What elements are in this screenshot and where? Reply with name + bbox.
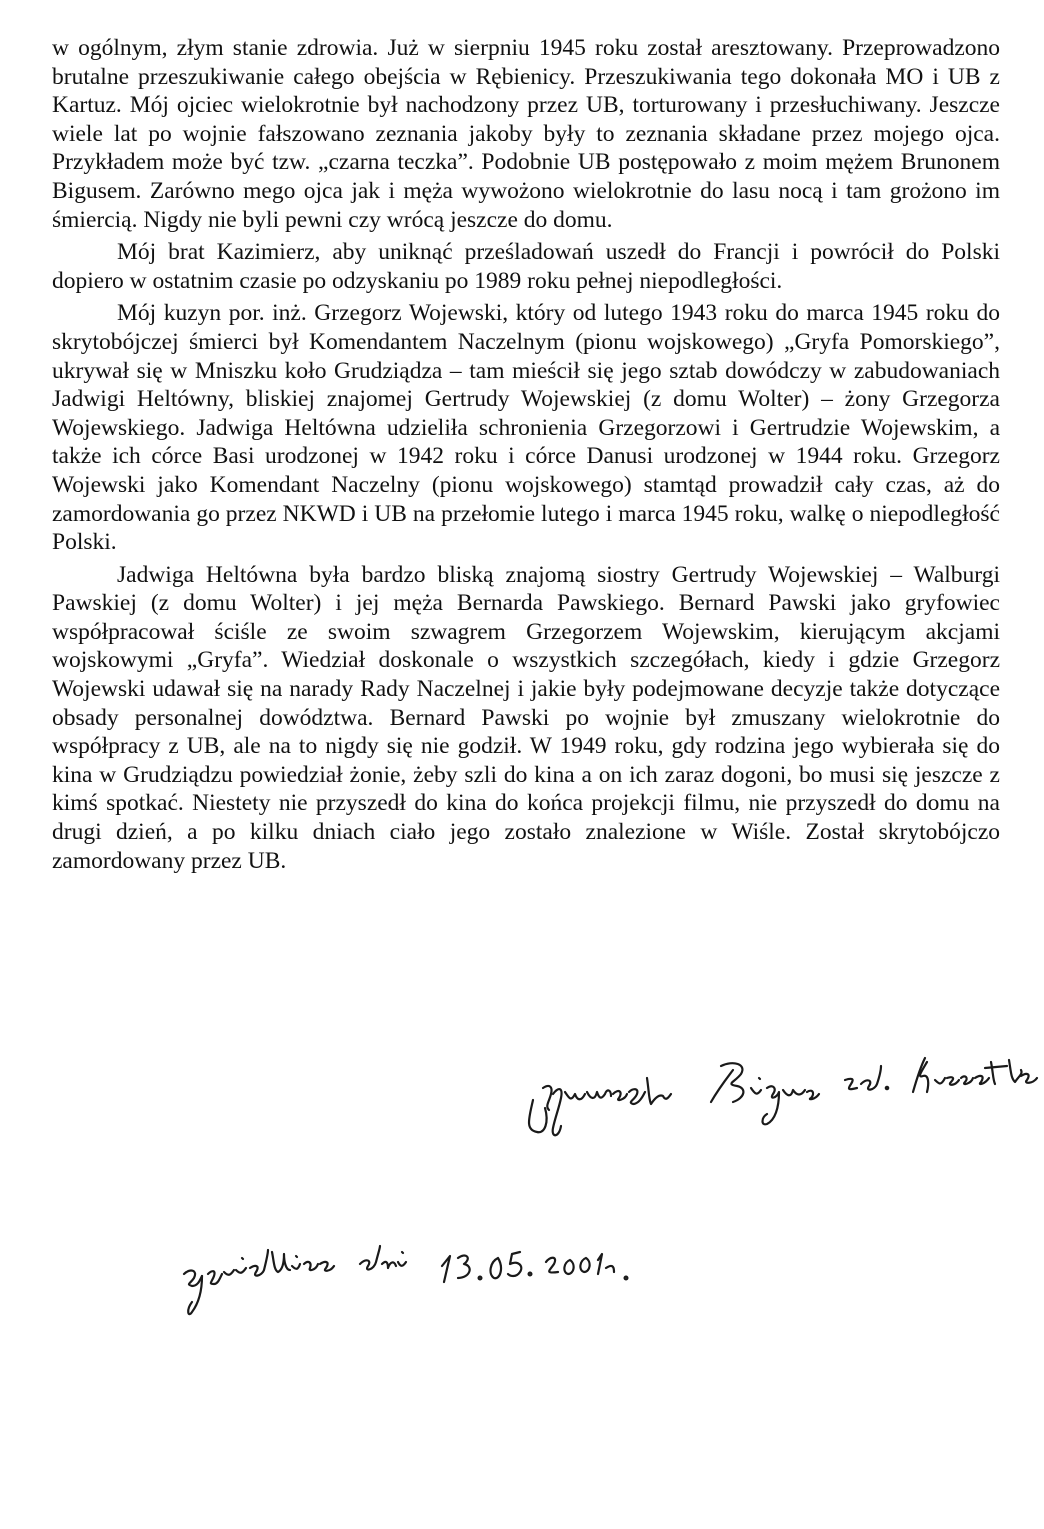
document-body — [52, 34, 1000, 879]
handwritten-date — [180, 1240, 680, 1340]
handwritten-signature — [515, 1048, 1044, 1158]
date-drawing — [180, 1240, 680, 1340]
paragraph-brother: Mój brat Kazimierz, aby uniknąć prześladowań uszedł do Francji i powrócił do Polski dopiero w ostatnim czasie po odzyskaniu po 1989 roku pełnej niepodległości. — [52, 239, 1000, 294]
paragraph-cousin: Mój kuzyn por. inż. Grzegorz Wojewski, który od lutego 1943 roku do marca 1945 roku do skrytobójczej śmierci był Komendantem Naczelnym (pionu wojskowego) „Gryfa Pomorskiego”, ukrywał się w Mniszku koło Grudziądza – tam mieścił się jego sztab dowódczy w zabudowaniach Jadwigi Heltówny, bliskiej znajomej Gertrudy Wojewskiej (z domu Wolter) – żony Grzegorza Wojewskiego. Jadwiga Heltówna udzieliła schronienia Grzegorzowi i Gertrudzie Wojewskim, a także ich córce Basi urodzonej w 1942 roku i córce Danusi urodzonej w 1944 roku. Grzegorz Wojewski jako Komendant Naczelny (pionu wojskowego) stamtąd prowadził cały czas, aż do zamordowania go przez NKWD i UB na przełomie lutego i marca 1945 roku, walkę o niepodległość Polski. — [52, 300, 1000, 556]
paragraph-heltowna: Jadwiga Heltówna była bardzo bliską znajomą siostry Gertrudy Wojewskiej – Walburgi Pawskiej (z domu Wolter) i jej męża Bernarda Pawskiego. Bernard Pawski jako gryfowiec współpracował ściśle ze swoim szwagrem Grzegorzem Wojewskim, kierującym akcjami wojskowymi „Gryfa”. Wiedział doskonale o wszystkich szczegółach, kiedy i gdzie Grzegorz Wojewski udawał się na narady Rady Naczelnej i jakie były podejmowane decyzje także dotyczące obsady personalnej dowództwa. Bernard Pawski po wojnie był zmuszany wielokrotnie do współpracy z UB, ale na to nigdy się nie godził. W 1949 roku, gdy rodzina jego wybierała się do kina w Grudziądzu powiedział żonie, żeby szli do kina a on ich zaraz dogoni, bo musi się jeszcze z kimś spotkać. Niestety nie przyszedł do kina do końca projekcji filmu, nie przyszedł do domu na drugi dzień, a po kilku dniach ciało jego zostało znalezione w Wiśle. Został skrytobójczo zamordowany przez UB. — [52, 561, 1000, 874]
signature-drawing — [515, 1048, 1044, 1158]
paragraph-continuation: w ogólnym, złym stanie zdrowia. Już w sierpniu 1945 roku został aresztowany. Przeprowadzono brutalne przeszukiwanie całego obejścia w Rębienicy. Przeszukiwania tego dokonała MO i UB z Kartuz. Mój ojciec wielokrotnie był nachodzony przez UB, torturowany i przesłuchiwany. Jeszcze wiele lat po wojnie fałszowano zeznania jakoby były to zeznania składane przez mojego ojca. Przykładem może być tzw. „czarna teczka”. Podobnie UB postępowało z moim mężem Brunonem Bigusem. Zarówno mego ojca jak i męża wywożono wielokrotnie do lasu nocą i tam grożono im śmiercią. Nigdy nie byli pewni czy wrócą jeszcze do domu. — [52, 35, 1000, 233]
